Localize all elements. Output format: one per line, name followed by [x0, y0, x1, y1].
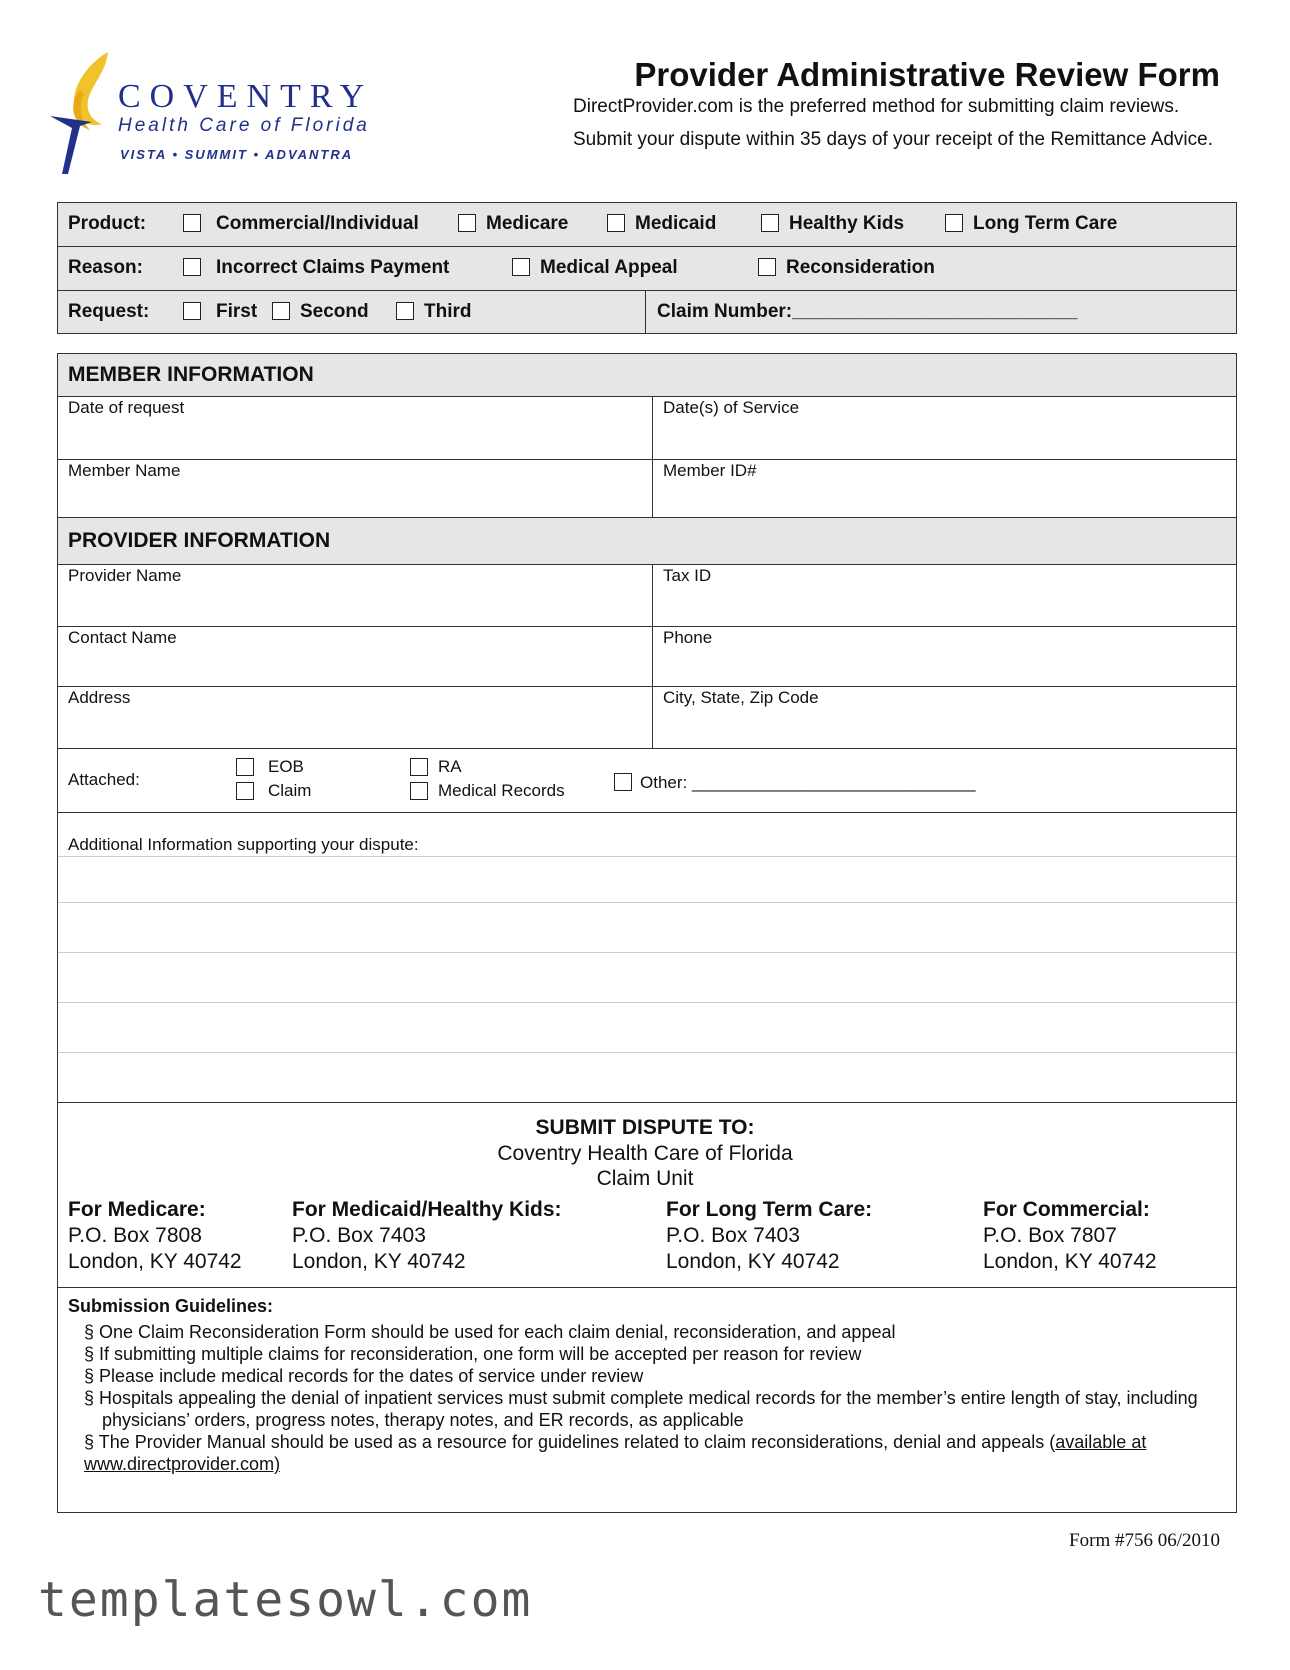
address-medicaid: [292, 1197, 562, 1275]
address-medicaid-box: P.O. Box 7403: [292, 1224, 426, 1247]
address-commercial-city: London, KY 40742: [983, 1250, 1157, 1273]
address-commercial-box: P.O. Box 7807: [983, 1224, 1117, 1247]
claim-number-field[interactable]: Claim Number:___________________________: [657, 301, 1078, 322]
guideline-item: § Please include medical records for the dates of service under review: [84, 1366, 644, 1386]
attached-checkbox-eob[interactable]: [236, 758, 254, 776]
address-ltc-box: P.O. Box 7403: [666, 1224, 800, 1247]
guidelines-title: Submission Guidelines:: [68, 1296, 274, 1316]
attached-checkbox-claim[interactable]: [236, 782, 254, 800]
submit-unit: Claim Unit: [596, 1167, 694, 1190]
tax-id-field[interactable]: Tax ID: [663, 566, 712, 585]
address-field[interactable]: Address: [68, 688, 131, 707]
product-checkbox-medicaid[interactable]: [607, 214, 625, 232]
preferred-method-note: DirectProvider.com is the preferred method for submitting claim reviews.: [573, 96, 1180, 117]
attached-checkbox-ra[interactable]: [410, 758, 428, 776]
product-option-healthy-kids: Healthy Kids: [789, 213, 905, 234]
request-label: Request:: [68, 301, 150, 322]
attached-option-ra: RA: [438, 757, 462, 776]
address-medicaid-city: London, KY 40742: [292, 1250, 466, 1273]
provider-info-heading: PROVIDER INFORMATION: [68, 529, 331, 552]
request-option-first: First: [216, 301, 258, 322]
request-checkbox-third[interactable]: [396, 302, 414, 320]
contact-name-field[interactable]: Contact Name: [68, 628, 177, 647]
address-long-term-care: [666, 1197, 872, 1275]
attached-checkbox-medical-records[interactable]: [410, 782, 428, 800]
reason-label: Reason:: [68, 257, 143, 278]
product-label: Product:: [68, 213, 147, 234]
attached-option-eob: EOB: [268, 757, 304, 776]
guideline-item: § Hospitals appealing the denial of inpatient services must submit complete medical records for the member’s entire length of stay, including physicians’ orders, progress notes, therapy notes, and ER records, as applicable: [84, 1388, 1198, 1430]
address-medicaid-title: For Medicaid/Healthy Kids:: [292, 1198, 562, 1221]
address-commercial: [983, 1197, 1157, 1275]
logo-wordmark: COVENTRY: [118, 78, 374, 115]
watermark: templatesowl.com: [38, 1572, 533, 1628]
dates-of-service-field[interactable]: Date(s) of Service: [663, 398, 800, 417]
guideline-item: § The Provider Manual should be used as a resource for guidelines related to claim reconsiderations, denial and appeals (available at www.directprovider.com): [84, 1432, 1147, 1474]
directprovider-link[interactable]: available at www.directprovider.com): [84, 1432, 1147, 1474]
member-name-field[interactable]: Member Name: [68, 461, 181, 480]
attached-other-field[interactable]: Other: ______________________________: [640, 773, 976, 792]
logo-tagline: VISTA • SUMMIT • ADVANTRA: [120, 147, 354, 162]
product-option-medicaid: Medicaid: [635, 213, 717, 234]
product-option-commercial: Commercial/Individual: [216, 213, 419, 234]
product-checkbox-commercial[interactable]: [183, 214, 201, 232]
address-medicare-box: P.O. Box 7808: [68, 1224, 202, 1247]
address-ltc-title: For Long Term Care:: [666, 1198, 873, 1221]
phone-field[interactable]: Phone: [663, 628, 713, 647]
member-info-heading: MEMBER INFORMATION: [68, 363, 314, 386]
attached-checkbox-other[interactable]: [614, 773, 632, 791]
city-state-zip-field[interactable]: City, State, Zip Code: [663, 688, 819, 707]
request-checkbox-second[interactable]: [272, 302, 290, 320]
attached-option-claim: Claim: [268, 781, 312, 800]
reason-checkbox-medical-appeal[interactable]: [512, 258, 530, 276]
reason-checkbox-reconsideration[interactable]: [758, 258, 776, 276]
attached-label: Attached:: [68, 770, 140, 789]
provider-name-field[interactable]: Provider Name: [68, 566, 182, 585]
request-option-third: Third: [424, 301, 472, 322]
address-medicare-title: For Medicare:: [68, 1198, 206, 1221]
form-title: Provider Administrative Review Form: [634, 56, 1220, 93]
submit-heading: SUBMIT DISPUTE TO:: [535, 1116, 755, 1139]
product-checkbox-healthy-kids[interactable]: [761, 214, 779, 232]
product-option-medicare: Medicare: [486, 213, 569, 234]
guideline-item: § If submitting multiple claims for reconsideration, one form will be accepted per reason for review: [84, 1344, 862, 1364]
reason-option-incorrect-payment: Incorrect Claims Payment: [216, 257, 450, 278]
address-ltc-city: London, KY 40742: [666, 1250, 840, 1273]
guideline-item: § One Claim Reconsideration Form should be used for each claim denial, reconsideration, and appeal: [84, 1322, 896, 1342]
member-id-field[interactable]: Member ID#: [663, 461, 757, 480]
submit-org: Coventry Health Care of Florida: [497, 1142, 793, 1165]
product-checkbox-medicare[interactable]: [458, 214, 476, 232]
additional-info-label: Additional Information supporting your dispute:: [68, 835, 419, 854]
address-medicare-city: London, KY 40742: [68, 1250, 242, 1273]
reason-option-reconsideration: Reconsideration: [786, 257, 935, 278]
logo-subtitle: Health Care of Florida: [118, 115, 370, 136]
address-commercial-title: For Commercial:: [983, 1198, 1150, 1221]
form-number: Form #756 06/2010: [1069, 1530, 1220, 1551]
date-of-request-field[interactable]: Date of request: [68, 398, 185, 417]
request-checkbox-first[interactable]: [183, 302, 201, 320]
request-option-second: Second: [300, 301, 369, 322]
reason-checkbox-incorrect-payment[interactable]: [183, 258, 201, 276]
address-medicare: [68, 1197, 242, 1275]
product-option-long-term-care: Long Term Care: [973, 213, 1118, 234]
submission-deadline-note: Submit your dispute within 35 days of your receipt of the Remittance Advice.: [573, 129, 1213, 150]
attached-option-medical-records: Medical Records: [438, 781, 565, 800]
product-checkbox-long-term-care[interactable]: [945, 214, 963, 232]
reason-option-medical-appeal: Medical Appeal: [540, 257, 678, 278]
